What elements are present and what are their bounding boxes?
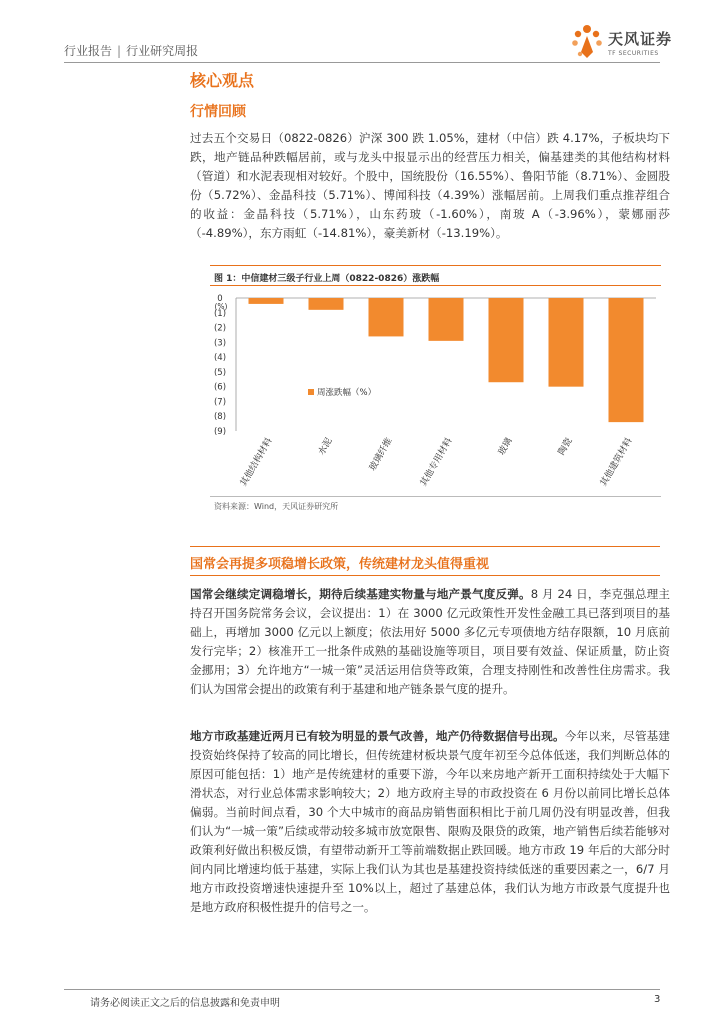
y-tick-label: (1) xyxy=(213,308,227,319)
section-rule-top xyxy=(190,546,660,547)
y-tick-label: (9) xyxy=(213,427,227,437)
policy-section-heading: 国常会再提多项稳增长政策，传统建材龙头值得重视 xyxy=(190,557,490,572)
company-logo xyxy=(568,22,698,62)
bar xyxy=(549,298,584,387)
y-axis-unit: (%) xyxy=(214,302,228,312)
y-tick-label: (4) xyxy=(213,353,227,364)
bar xyxy=(609,298,644,422)
header-divider xyxy=(64,62,660,63)
y-tick-label: (5) xyxy=(213,367,227,378)
municipal-body-text: 今年以来，尽管基建投资始终保持了较高的同比增长，但传统建材板块景气度年初至今总体低迷，我们判断总体的原因可能包括：1）地产是传统建材的重要下游，今年以来房地产新开工面积持续处于大幅下滑状态，对行业总体需求影响较大；2）地方政府主导的市政投资在 6 月份以前同比增长总体偏弱。当前时间点看，30 个大中城市的商品房销售面积相比于前几周仍没有明显改善，但我们认为“一城一策”后续或带动较多城市放宽限售、限购及限贷的政策，地产销售后续若能够对政策利好做出积极反馈，有望带动新开工等前端数据止跌回暖。地方市政 19 年后的大部分时间内同比增速均低于基建，实际上我们认为其也是基建投资持续低迷的重要因素之一，6/7 月地方市政投资增速快速提升至 10%以上，超过了基建总体，我们认为地方市政景气度提升也是地方政府积极性提升的信号之一。 xyxy=(190,729,670,914)
breadcrumb-report-subtype: 行业研究周报 xyxy=(126,44,199,58)
disclaimer-note: 请务必阅读正文之后的信息披露和免责申明 xyxy=(90,998,280,1009)
section-rule-bottom xyxy=(190,575,660,576)
chart-legend xyxy=(308,387,376,398)
bar xyxy=(309,298,344,310)
market-review-heading: 行情回顾 xyxy=(190,104,246,120)
bar xyxy=(369,298,404,336)
core-views-heading: 核心观点 xyxy=(190,71,255,90)
breadcrumb-separator: | xyxy=(117,44,122,58)
figure-bottom-rule xyxy=(210,496,661,497)
y-tick-label: (3) xyxy=(213,338,227,349)
x-tick-label: 其他建筑材料 xyxy=(598,436,635,489)
x-tick-label: 玻璃 xyxy=(496,436,515,458)
subindustry-return-chart xyxy=(210,288,661,496)
y-tick-label: (6) xyxy=(213,382,227,393)
logo-chinese-name: 天风证券 xyxy=(608,30,673,48)
y-tick-label: (8) xyxy=(213,412,227,423)
municipal-lead-sentence: 地方市政基建近两月已有较为明显的景气改善，地产仍待数据信号出现。 xyxy=(190,729,565,743)
y-tick-label: (7) xyxy=(213,397,227,408)
policy-body-text: 8 月 24 日，李克强总理主持召开国务院常务会议，会议提出：1）在 3000 亿元政策性开发性金融工具已落到项目的基础上，再增加 3000 亿元以上额度；依法用好 5000 多亿元专项债地方结存限额，10 月底前发行完毕；2）核准开工一批条件成熟的基础设施等项目，项目要有效益、保证质量，防止资金挪用；3）允许地方“一城一策”灵活运用信贷等政策，合理支持刚性和改善性住房需求。我们认为国常会提出的政策有利于基建和地产链条景气度的提升。 xyxy=(190,587,670,696)
breadcrumb-report-type: 行业报告 xyxy=(64,44,113,58)
bar xyxy=(249,298,284,304)
y-tick-label: (2) xyxy=(213,323,227,334)
bar xyxy=(489,298,524,382)
footer-divider xyxy=(64,989,660,990)
figure-title: 图 1：中信建材三级子行业上周（0822-0826）涨跌幅 xyxy=(214,274,440,284)
page-number: 3 xyxy=(654,994,661,1005)
logo-english-name: TF SECURITIES xyxy=(608,50,659,57)
y-tick-label: 0 xyxy=(217,294,223,304)
x-tick-label: 水泥 xyxy=(316,436,335,458)
tf-logo-icon xyxy=(568,22,606,62)
x-axis-labels xyxy=(237,436,634,489)
bar-series xyxy=(249,298,644,422)
bar xyxy=(429,298,464,341)
breadcrumb xyxy=(64,42,198,59)
x-tick-label: 玻璃纤维 xyxy=(367,436,395,473)
policy-lead-sentence: 国常会继续定调稳增长，期待后续基建实物量与地产景气度反弹。 xyxy=(190,587,531,601)
figure-source: 资料来源：Wind，天风证券研究所 xyxy=(214,502,339,511)
municipal-paragraph xyxy=(190,727,670,917)
x-tick-label: 陶瓷 xyxy=(556,436,575,458)
legend-swatch xyxy=(308,389,314,395)
market-review-paragraph: 过去五个交易日（0822-0826）沪深 300 跌 1.05%，建材（中信）跌 4.17%，子板块均下跌，地产链品种跌幅居前，或与龙头中报显示出的经营压力相关，偏基建类的其他结构材料（管道）和水泥表现相对较好。个股中，国统股份（16.55%）、鲁阳节能（8.71%）、金圆股份（5.72%）、金晶科技（5.71%）、博闻科技（4.39%）涨幅居前。上周我们重点推荐组合的收益：金晶科技（5.71%），山东药玻（-1.60%），南玻 A（-3.96%），蒙娜丽莎（-4.89%），东方雨虹（-14.81%），豪美新材（-13.19%）。 xyxy=(190,131,670,240)
figure-title-rule xyxy=(210,285,661,286)
x-tick-label: 其他结构材料 xyxy=(238,436,275,489)
policy-paragraph xyxy=(190,585,670,699)
legend-label: 周涨跌幅（%） xyxy=(317,388,377,398)
x-tick-label: 其他专用材料 xyxy=(418,436,455,489)
figure-top-rule xyxy=(210,265,661,266)
